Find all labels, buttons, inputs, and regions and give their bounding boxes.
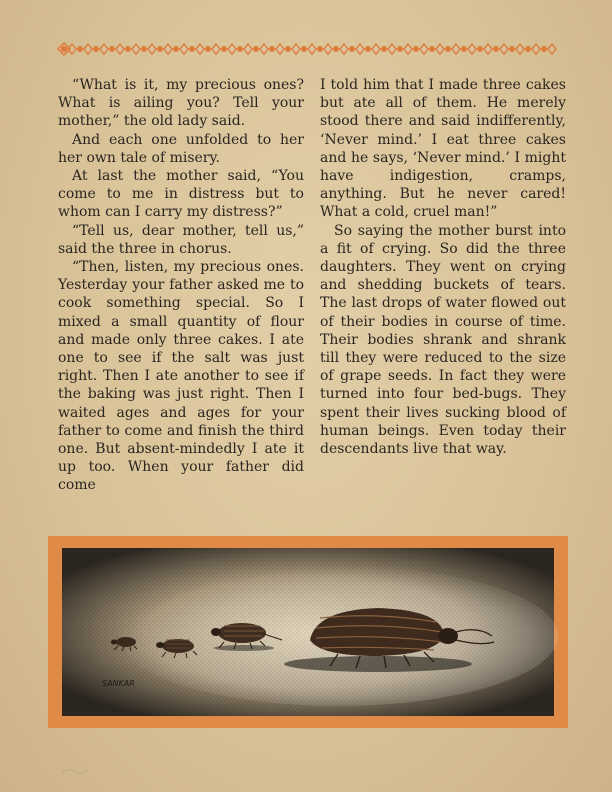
page-smudge	[58, 764, 98, 778]
paragraph: “Then, listen, my precious ones. Yesterday your father asked me to cook something special. So I mixed a small quantity of flour and made only three cakes. I ate one to see if the salt was just right. Then I ate another to see if the baking was just right. Then I waited ages and ages for your father to come and finish the third one. But absent-mindedly I ate it up too. When your father did come	[58, 259, 304, 494]
artist-signature: SANKAR	[102, 679, 135, 688]
paragraph: “What is it, my precious ones? What is ailing you? Tell your mother,” the old lady said.	[58, 77, 304, 130]
right-text-column	[320, 76, 566, 458]
paragraph: I told him that I made three cakes but ate all of them. He merely stood there and said indifferently, ‘Never mind.’ I eat three cakes and he says, ‘Never mind.’ I might have indigestion, cramps, anything. But he never cared! What a cold, cruel man!”	[320, 77, 566, 221]
decorative-border	[56, 40, 558, 58]
left-text-column	[58, 76, 304, 495]
paragraph: And each one unfolded to her her own tale of misery.	[58, 131, 304, 166]
paragraph: “Tell us, dear mother, tell us,” said the three in chorus.	[58, 222, 304, 257]
bed-bugs-illustration	[48, 536, 568, 728]
paragraph: At last the mother said, “You come to me in distress but to whom can I carry my distress?”	[58, 168, 304, 221]
paragraph: So saying the mother burst into a fit of crying. So did the three daughters. They went on crying and shedding buckets of tears. The last drops of water flowed out of their bodies in course of time. Their bodies shrank and shrank till they were reduced to the size of grape seeds. In fact they were turned into four bed-bugs. They spent their lives sucking blood of human beings. Even today their descendants live that way.	[320, 222, 566, 458]
